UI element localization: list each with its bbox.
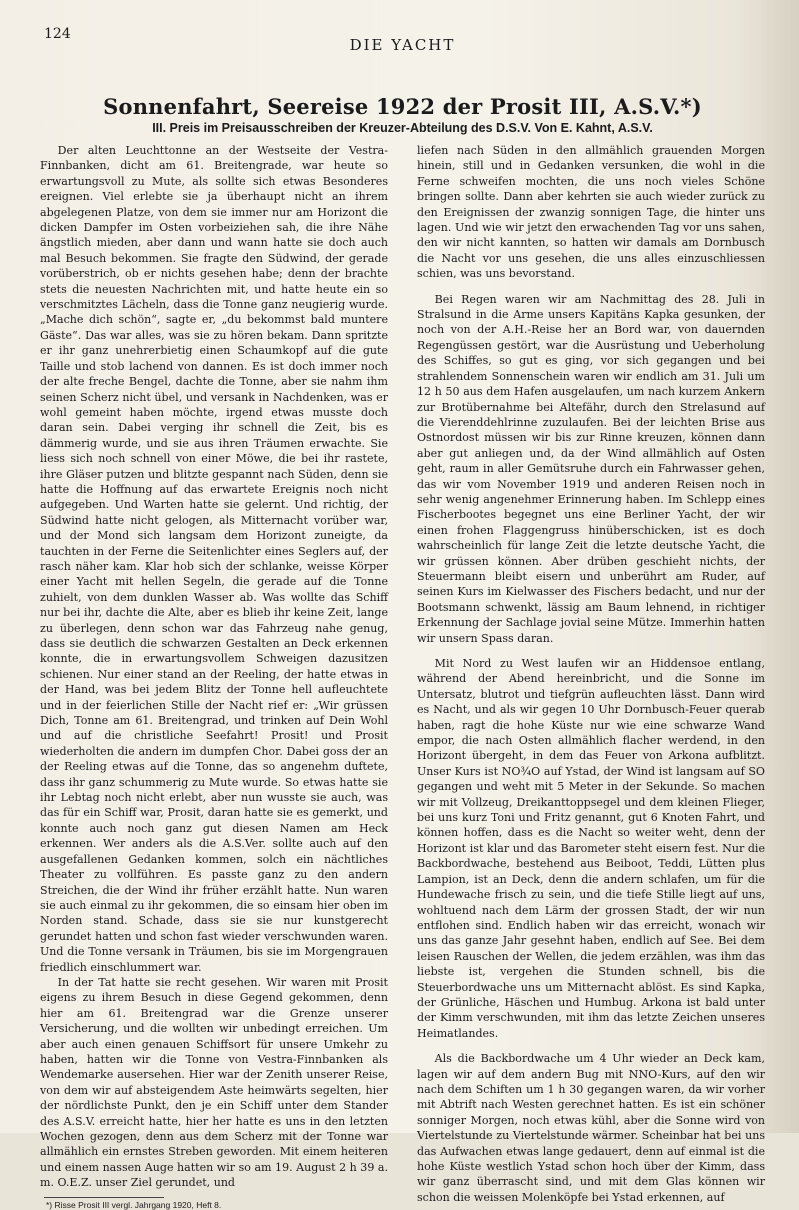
footnote: *) Risse Prosit III vergl. Jahrgang 1920, Heft 8. bbox=[46, 1199, 222, 1210]
article-subtitle: III. Preis im Preisausschreiben der Kreuzer-Abteilung des D.S.V. Von E. Kahnt, A.S.V. bbox=[152, 121, 653, 135]
text-columns bbox=[40, 143, 765, 1210]
footnote-rule bbox=[44, 1197, 164, 1198]
paragraph: Als die Backbordwache um 4 Uhr wieder an Deck kam, lagen wir auf dem andern Bug mit NNO-Kurs, auf den wir nach dem Schiften um 1 h 30 gegangen waren, da wir vorher mit Abtrift nach Westen gerechnet hatten. Es ist ein schöner sonniger Morgen, noch etwas kühl, aber die Sonne wird von Viertelstunde zu Viertelstunde wärmer. Scheinbar hat bei uns das Aufwachen etwas lange gedauert, denn auf einmal ist die hohe Küste westlich Ystad schon hoch über der Kimm, dass wir ganz überrascht sind, und mit dem Glas können wir schon die weissen Molenköpfe bei Ystad erkennen, auf bbox=[417, 1052, 765, 1204]
paragraph: In der Tat hatte sie recht gesehen. Wir waren mit Prosit eigens zu ihrem Besuch in diese Gegend gekommen, denn hier am 61. Breitengrad war die Grenze unserer Versicherung, und die wollten wir unbedingt erreichen. Um aber auch einen genauen Schiffsort für unsere Umkehr zu haben, hatten wir die Tonne von Vestra-Finnbanken als Wendemarke ausersehen. Hier war der Zenith unserer Reise, von dem wir auf absteigendem Aste heimwärts segelten, hier der nördlichste Punkt, den je ein Schiff unter dem Stander des A.S.V. erreicht hatte, hier her hatte es uns in den letzten Wochen gezogen, denn aus dem Scherz mit der Tonne war allmählich ein ernstes Streben geworden. Mit einem heiteren und einem nassen Auge hatten wir so am 19. August 2 h 39 a. m. O.E.Z. unser Ziel gerundet, und bbox=[40, 975, 388, 1190]
paragraph: Der alten Leuchttonne an der Westseite der Vestra-Finnbanken, dicht am 61. Breitengrade, war heute so erwartungsvoll zu Mute, als sollte sich etwas Besonderes ereignen. Viel erlebte sie ja überhaupt nicht an ihrem abgelegenen Platze, von dem sie immer nur am Horizont die dicken Dampfer im Osten vorbeiziehen sah, die ihre Nähe ängstlich mieden, aber dann und wann hatte sie doch auch mal Besuch bekommen. Sie fragte den Südwind, der gerade vorüberstrich, ob er nichts gesehen habe; denn der brachte stets die neuesten Nachrichten mit, und hatte heute ein so verschmitztes Lächeln, dass die Tonne ganz neugierig wurde. „Mache dich schön“, sagte er, „du bekommst bald muntere Gäste“. Das war alles, was sie zu hören bekam. Dann spritzte er ihr ganz unehrerbietig einen Schaumkopf auf die gute Taille und stob lachend von dannen. Es ist doch immer noch der alte freche Bengel, dachte die Tonne, aber sie nahm ihm seinen Scherz nicht übel, und versank in Nachdenken, was er wohl gemeint haben möchte, irgend etwas musste doch daran sein. Dabei verging ihr schnell die Zeit, bis es dämmerig wurde, und sie aus ihren Träumen erwachte. Sie liess sich noch schnell von einer Möwe, die bei ihr rastete, ihre Gläser putzen und blitzte gespannt nach Süden, denn sie hatte die Hoffnung auf das erwartete Ereignis noch nicht aufgegeben. Und Warten hatte sie gelernt. Und richtig, der Südwind hatte nicht gelogen, als Mitternacht vorüber war, und der Mond sich langsam dem Horizont zuneigte, da tauchten in der Ferne die Seitenlichter eines Seglers auf, der rasch näher kam. Klar hob sich der schlanke, weisse Körper einer Yacht mit hellen Segeln, die gerade auf die Tonne zuhielt, von dem dunklen Wasser ab. Was wollte das Schiff nur bei ihr, dachte die Alte, aber es blieb ihr keine Zeit, lange zu überlegen, denn schon war das Fahrzeug nahe genug, dass sie deutlich die schwarzen Gestalten an Deck erkennen konnte, die in erwartungsvollem Schweigen dazusitzen schienen. Nur einer stand an der Reeling, der hatte etwas in der Hand, was bei jedem Blitz der Tonne hell aufleuchtete und in der feierlichen Stille der Nacht rief er: „Wir grüssen Dich, Tonne am 61. Breitengrad, und trinken auf Dein Wohl und auf die christliche Seefahrt! Prosit! und Prosit wiederholten die andern im dumpfen Chor. Dabei goss der an der Reeling etwas auf die Tonne, das so angenehm duftete, dass ihr ganz schummerig zu Mute wurde. So etwas hatte sie ihr Lebtag noch nicht erlebt, aber nun wusste sie auch, was das für ein Schiff war, Prosit, daran hatte sie es gemerkt, und konnte auch noch ganz gut diesen Namen am Heck erkennen. Wer anders als die A.S.Ver. sollte auch auf den ausgefallenen Gedanken kommen, solch ein nächtliches Theater zu vollführen. Es passte ganz zu den andern Streichen, die der Wind ihr früher erzählt hatte. Nun waren sie auch einmal zu ihr gekommen, die so einsam hier oben im Norden stand. Schade, dass sie sie nur kunstgerecht gerundet hatten und schon fast wieder verschwunden waren. Und die Tonne versank in Träumen, bis sie im Morgengrauen friedlich einschlummert war. bbox=[40, 144, 388, 974]
article-title: Sonnenfahrt, Seereise 1922 der Prosit III, A.S.V.*) bbox=[103, 94, 702, 119]
running-head bbox=[40, 22, 765, 54]
page-number: 124 bbox=[44, 26, 71, 42]
paragraph: Mit Nord zu West laufen wir an Hiddensoe entlang, während der Abend hereinbricht, und die Sonne im Untersatz, blutrot und tiefgrün aufleuchten lässt. Dann wird es Nacht, und als wir gegen 10 Uhr Dornbusch-Feuer querab haben, ragt die hohe Küste nur wie eine schwarze Wand empor, die nach Osten allmählich flacher werdend, in den Horizont übergeht, in dem das Feuer von Arkona aufblitzt. Unser Kurs ist NO¾O auf Ystad, der Wind ist langsam auf SO gegangen und weht mit 5 Meter in der Sekunde. So machen wir mit Vollzeug, Dreikanttoppsegel und dem kleinen Flieger, bei uns kurz Toni und Fritz genannt, gut 6 Knoten Fahrt, und können hoffen, dass es die Nacht so weiter weht, denn der Horizont ist klar und das Barometer steht eisern fest. Nur die Backbordwache, bestehend aus Beiboot, Teddi, Lütten plus Lampion, ist an Deck, denn die andern schlafen, um für die Hundewache frisch zu sein, und die tiefe Stille liegt auf uns, wohltuend nach dem Lärm der grossen Stadt, der wir nun entflohen sind. Endlich haben wir das erreicht, wonach wir uns das ganze Jahr gesehnt haben, endlich auf See. Bei dem leisen Rauschen der Wellen, die jedem erzählen, was ihm das liebste ist, vergehen die Stunden schnell, bis die Steuerbordwache uns um Mitternacht ablöst. Es sind Kapka, der Grünliche, Häschen und Humbug. Arkona ist bald unter der Kimm verschwunden, mit ihm das letzte Zeichen unseres Heimatlandes. bbox=[417, 657, 765, 1040]
paragraph: liefen nach Süden in den allmählich grauenden Morgen hinein, still und in Gedanken versunken, die wohl in die Ferne schweifen mochten, die uns noch vieles Schöne bringen sollte. Dann aber kehrten sie auch wieder zurück zu den Ereignissen der zwanzig sonnigen Tage, die hinter uns lagen. Und wie wir jetzt den erwachenden Tag vor uns sahen, den wir nicht kannten, so hatten wir damals am Dornbusch die Nacht vor uns gesehen, die uns alles einzuschliessen schien, was uns bevorstand. bbox=[417, 144, 765, 281]
right-column bbox=[417, 143, 765, 1210]
paragraph: Bei Regen waren wir am Nachmittag des 28. Juli in Stralsund in die Arme unsers Kapitäns Kapka gesunken, der noch von der A.H.-Reise her an Bord war, von dauernden Regengüssen gestört, war die Ausrüstung und Ueberholung des Schiffes, so gut es ging, vor sich gegangen und bei strahlendem Sonnenschein waren wir endlich am 31. Juli um 12 h 50 aus dem Hafen ausgelaufen, um nach kurzem Ankern zur Brotübernahme bei Altefähr, durch den Strelasund auf die Vierenddehlrinne zuzulaufen. Bei der leichten Brise aus Ostnordost müssen wir bis zur Rinne kreuzen, können dann aber gut anliegen und, da der Wind allmählich auf Osten geht, raum in aller Gemütsruhe durch ein Fahrwasser gehen, das wir vom November 1919 und anderen Reisen noch in sehr wenig angenehmer Erinnerung haben. Im Schlepp eines Fischerbootes begegnet uns eine Berliner Yacht, der wir einen frohen Flaggengruss hinüberschicken, ist es doch wahrscheinlich für lange Zeit die letzte deutsche Yacht, die wir grüssen können. Aber drüben geschieht nichts, der Steuermann bleibt eisern und unberührt am Ruder, auf seinen Kurs im Kielwasser des Fischers bedacht, und nur der Bootsmann schwenkt, lässig am Baum lehnend, in richtiger Erkennung der Sachlage jovial seine Mütze. Immerhin hatten wir unsern Spass daran. bbox=[417, 292, 765, 645]
left-column bbox=[40, 143, 388, 1210]
journal-title: DIE YACHT bbox=[349, 36, 456, 54]
